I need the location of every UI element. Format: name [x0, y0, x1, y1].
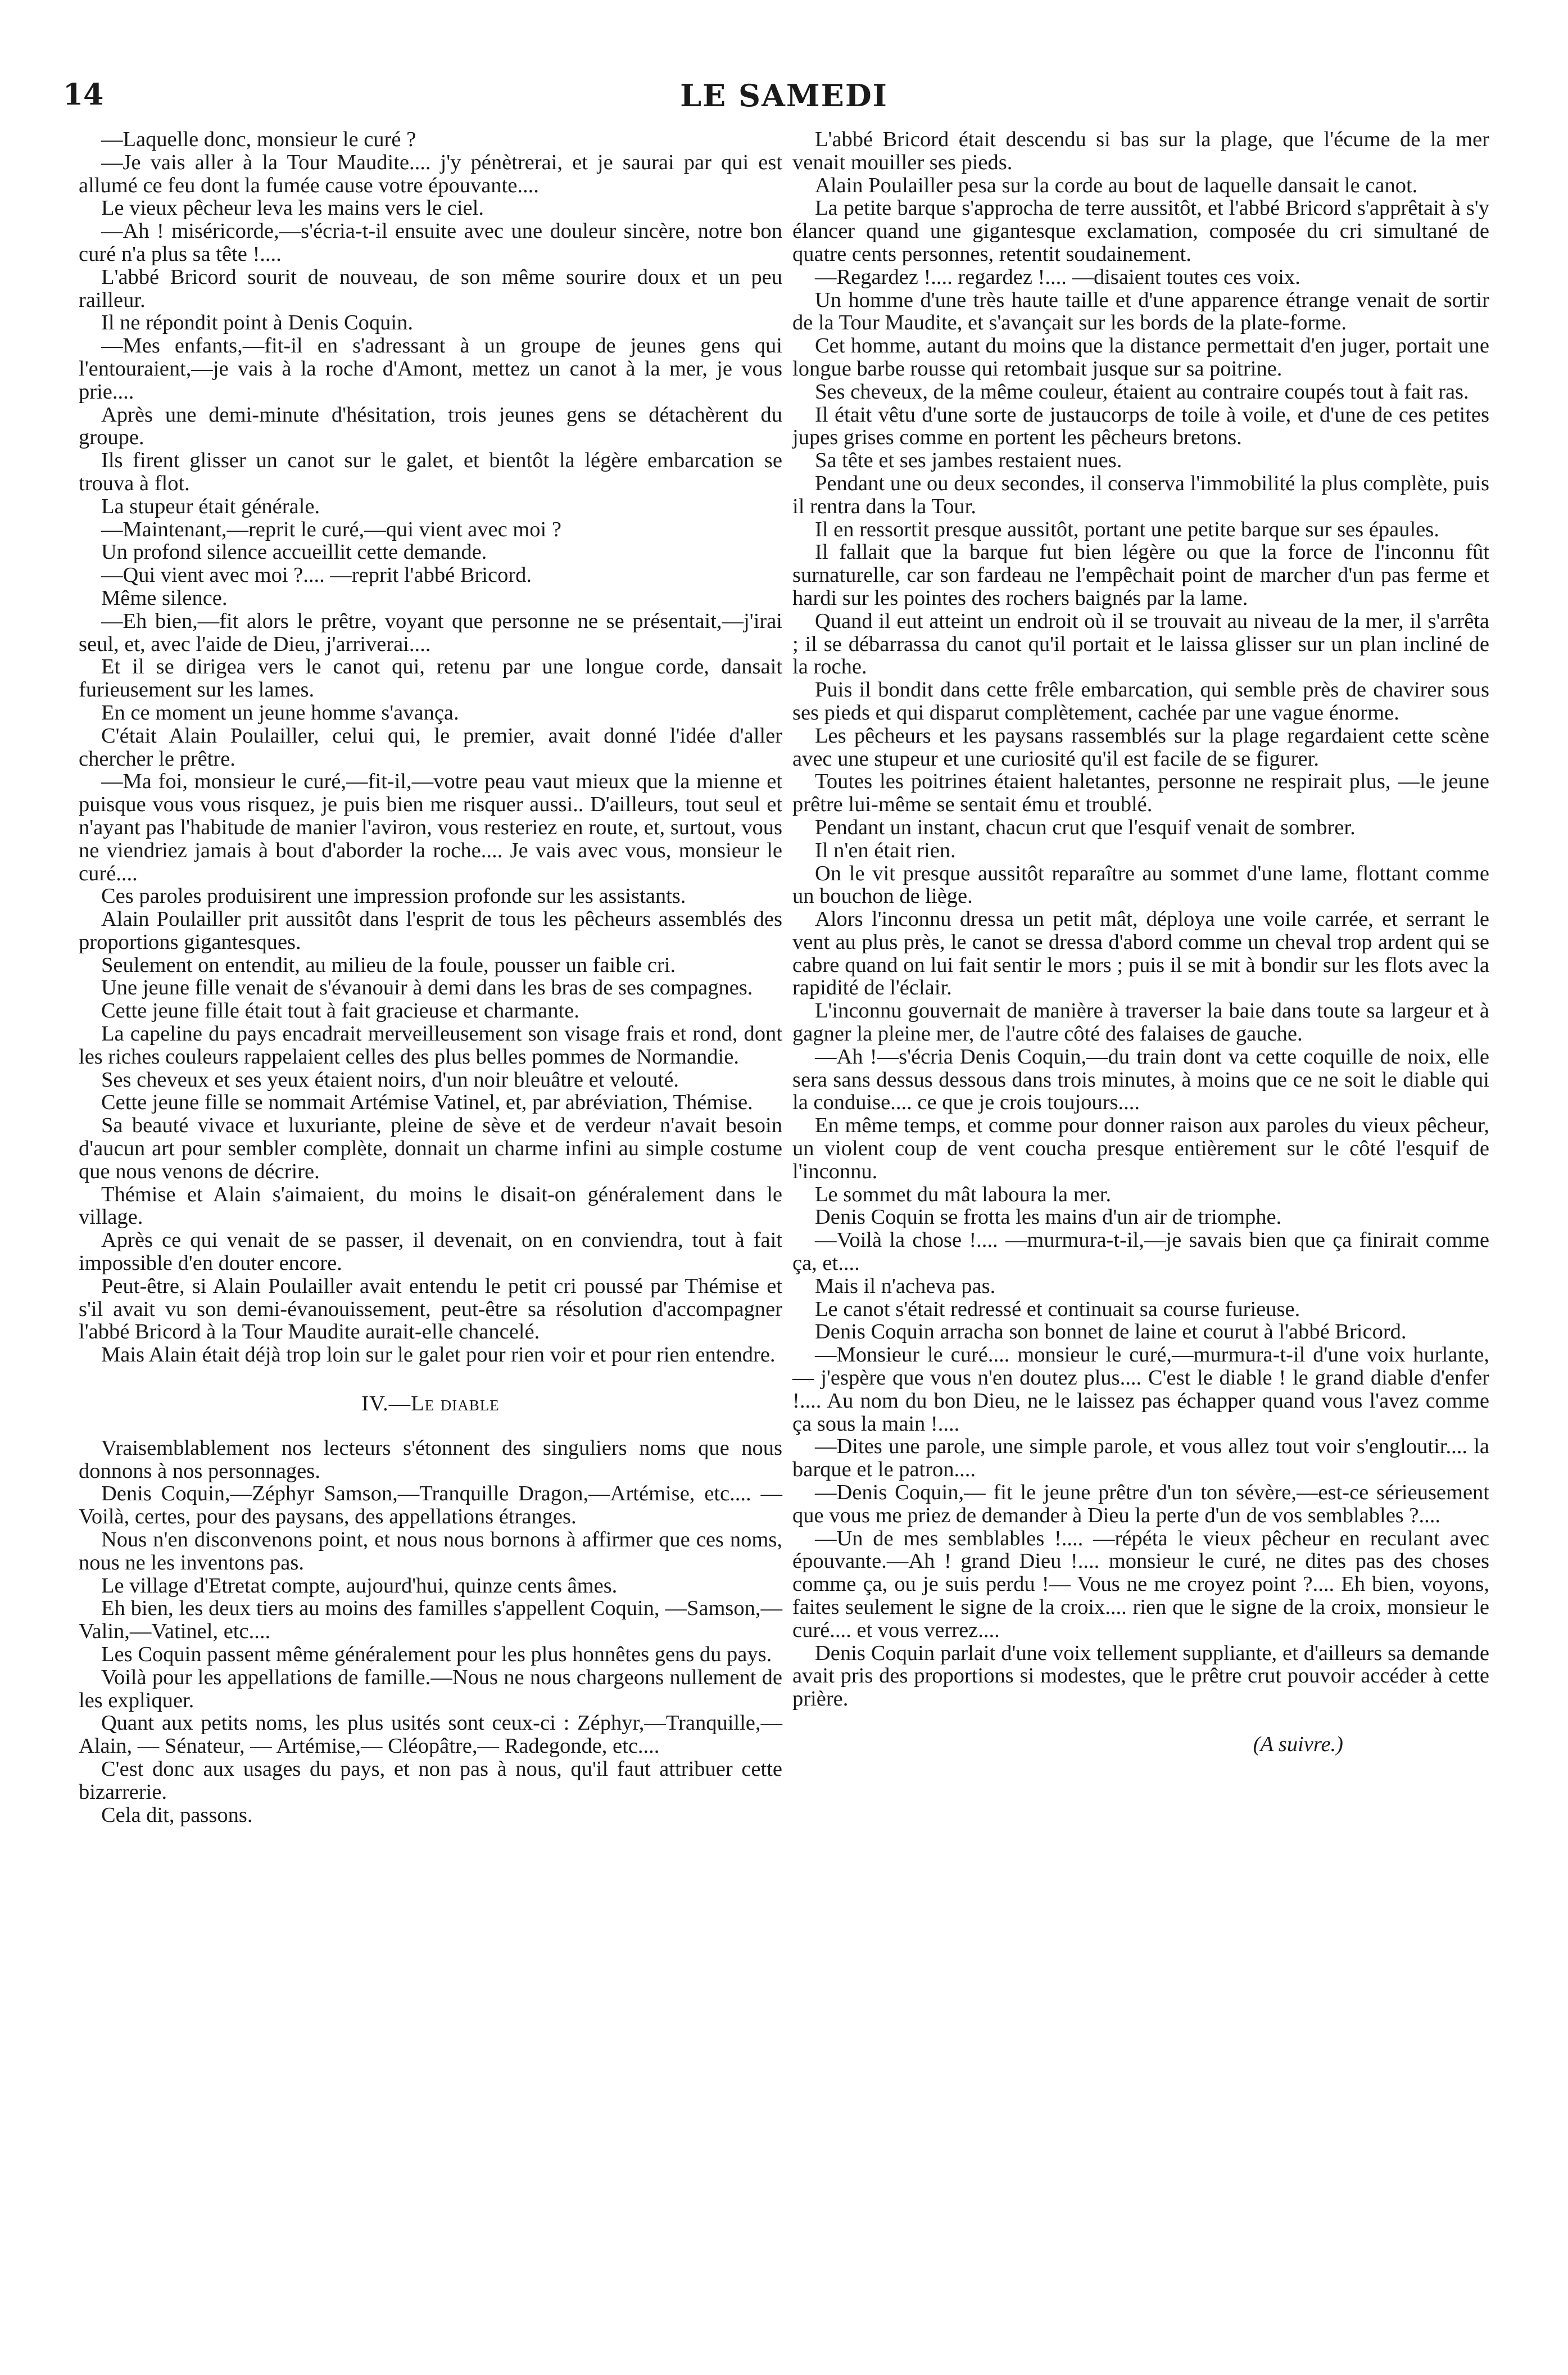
paragraph: La capeline du pays encadrait merveilleusement son visage frais et rond, dont les riches couleurs rappelaient celles des plus belles pommes de Normandie. — [79, 1022, 782, 1069]
paragraph: Sa tête et ses jambes restaient nues. — [815, 449, 1122, 473]
right-column — [792, 128, 1489, 1756]
left-paragraphs-after — [79, 1437, 782, 1827]
paragraph: Quand il eut atteint un endroit où il se trouvait au niveau de la mer, il s'arrêta ; il se débarrassa du canot qu'il portait et le laissa glisser sur un plan incliné de la roche. — [792, 609, 1489, 679]
paragraph: Puis il bondit dans cette frêle embarcation, qui semble près de chavirer sous ses pieds et qui disparut complètement, cachée par une vague énorme. — [792, 678, 1489, 725]
paragraph: Le village d'Etretat compte, aujourd'hui, quinze cents âmes. — [101, 1573, 618, 1598]
paragraph: L'abbé Bricord sourit de nouveau, de son même sourire doux et un peu railleur. — [79, 265, 782, 312]
paragraph: Alain Poulailler prit aussitôt dans l'esprit de tous les pêcheurs assemblés des proportions gigantesques. — [79, 907, 782, 954]
paragraph: Ils firent glisser un canot sur le galet, et bientôt la légère embarcation se trouva à flot. — [79, 449, 782, 495]
paragraph: Denis Coquin se frotta les mains d'un air de triomphe. — [815, 1205, 1282, 1229]
paragraph: —Eh bien,—fit alors le prêtre, voyant que personne ne se présentait,—j'irai seul, et, avec l'aide de Dieu, j'arriverai.... — [79, 609, 782, 656]
paragraph: —Monsieur le curé.... monsieur le curé,—murmura-t-il d'une voix hurlante,— j'espère que vous n'en doutez plus.... C'est le diable ! le grand diable d'enfer !.... Au nom du bon Dieu, ne le laissez pas échapper quand vous l'avez comme ça sous la main !.... — [792, 1343, 1489, 1436]
paragraph: Il était vêtu d'une sorte de justaucorps de toile à voile, et d'une de ces petites jupes grises comme en portent les pêcheurs bretons. — [792, 402, 1489, 450]
paragraph: Vraisemblablement nos lecteurs s'étonnent des singuliers noms que nous donnons à nos personnages. — [79, 1436, 782, 1483]
paragraph: Même silence. — [101, 586, 228, 610]
paragraph: Mais il n'acheva pas. — [815, 1274, 996, 1298]
paragraph: Thémise et Alain s'aimaient, du moins le disait-on généralement dans le village. — [79, 1182, 782, 1229]
paragraph: Denis Coquin arracha son bonnet de laine et courut à l'abbé Bricord. — [815, 1320, 1407, 1344]
paragraph: Denis Coquin,—Zéphyr Samson,—Tranquille Dragon,—Artémise, etc.... —Voilà, certes, pour des paysans, des appellations étranges. — [79, 1482, 782, 1529]
paragraph: La stupeur était générale. — [101, 494, 320, 518]
paragraph: On le vit presque aussitôt reparaître au sommet d'une lame, flottant comme un bouchon de liège. — [792, 861, 1489, 908]
section-heading — [79, 1392, 782, 1415]
to-be-continued: (A suivre.) — [1253, 1732, 1343, 1756]
paragraph: —Qui vient avec moi ?.... —reprit l'abbé Bricord. — [101, 563, 532, 587]
paragraph: —Ma foi, monsieur le curé,—fit-il,—votre peau vaut mieux que la mienne et puisque vous vous risquez, je puis bien me risquer aussi.. D'ailleurs, tout seul et n'ayant pas l'habitude de manier l'aviron, vous resteriez en route, et, surtout, vous ne viendriez jamais à bout d'aborder la roche.... Je vais avec vous, monsieur le curé.... — [79, 770, 782, 885]
paragraph: —Voilà la chose !.... —murmura-t-il,—je savais bien que ça finirait comme ça, et.... — [792, 1228, 1489, 1275]
paragraph: La petite barque s'approcha de terre aussitôt, et l'abbé Bricord s'apprêtait à s'y élancer quand une gigantesque exclamation, composée du cri simultané de quatre cents personnes, retentit soudainement. — [792, 196, 1489, 266]
paragraph: Et il se dirigea vers le canot qui, retenu par une longue corde, dansait furieusement sur les lames. — [79, 655, 782, 702]
paragraph: —Je vais aller à la Tour Maudite.... j'y pénètrerai, et je saurai par qui est allumé ce feu dont la fumée cause votre épouvante.... — [79, 150, 782, 197]
section-number: IV.— — [361, 1392, 411, 1416]
paragraph: Alain Poulailler pesa sur la corde au bout de laquelle dansait le canot. — [815, 173, 1418, 197]
paragraph: Ses cheveux, de la même couleur, étaient au contraire coupés tout à fait ras. — [815, 379, 1469, 404]
paragraph: Eh bien, les deux tiers au moins des familles s'appellent Coquin, —Samson,—Valin,—Vatinel, etc.... — [79, 1596, 782, 1644]
paragraph: Denis Coquin parlait d'une voix tellement suppliante, et d'ailleurs sa demande avait pris des proportions si modestes, que le prêtre crut pouvoir accéder à cette prière. — [792, 1641, 1489, 1711]
paragraph: Cet homme, autant du moins que la distance permettait d'en juger, portait une longue barbe rousse qui retombait jusque sur sa poitrine. — [792, 334, 1489, 381]
paragraph: En ce moment un jeune homme s'avança. — [101, 700, 459, 725]
paragraph: Toutes les poitrines étaient haletantes, personne ne respirait plus, —le jeune prêtre lui-même se sentait ému et troublé. — [792, 770, 1489, 817]
paragraph: Cette jeune fille était tout à fait gracieuse et charmante. — [101, 999, 579, 1023]
section-title: Le diable — [411, 1392, 500, 1416]
paragraph: —Dites une parole, une simple parole, et vous allez tout voir s'engloutir.... la barque et le patron.... — [792, 1435, 1489, 1482]
paragraph: Un homme d'une très haute taille et d'une apparence étrange venait de sortir de la Tour Maudite, et s'avançait sur les bords de la plate-forme. — [792, 288, 1489, 335]
paragraph: En même temps, et comme pour donner raison aux paroles du vieux pêcheur, un violent coup de vent coucha presque entièrement sur le côté l'esquif de l'inconnu. — [792, 1114, 1489, 1183]
paragraph: Pendant un instant, chacun crut que l'esquif venait de sombrer. — [815, 815, 1356, 839]
paragraph: Une jeune fille venait de s'évanouir à demi dans les bras de ses compagnes. — [101, 976, 753, 1000]
paragraph: L'inconnu gouvernait de manière à traverser la baie dans toute sa largeur et à gagner la pleine mer, de l'autre côté des falaises de gauche. — [792, 999, 1489, 1046]
paragraph: Il n'en était rien. — [815, 838, 956, 862]
paragraph: —Ah ! miséricorde,—s'écria-t-il ensuite avec une douleur sincère, notre bon curé n'a plus sa tête !.... — [79, 219, 782, 266]
paragraph: —Denis Coquin,— fit le jeune prêtre d'un ton sévère,—est-ce sérieusement que vous me priez de demander à Dieu la perte d'un de vos semblables ?.... — [792, 1481, 1489, 1527]
left-paragraphs-before — [79, 128, 782, 1367]
paragraph: —Laquelle donc, monsieur le curé ? — [101, 128, 416, 151]
paragraph: Après ce qui venait de se passer, il devenait, on en conviendra, tout à fait impossible d'en douter encore. — [79, 1228, 782, 1275]
paragraph: —Un de mes semblables !.... —répéta le vieux pêcheur en reculant avec épouvante.—Ah ! grand Dieu !.... monsieur le curé, ne dites pas des choses comme ça, ou je suis perdu !— Vous ne me croyez point ?.... Eh bien, voyons, faites seulement le signe de la croix.... rien que le signe de la croix, monsieur le curé.... et vous verrez.... — [792, 1526, 1489, 1642]
paragraph: Cette jeune fille se nommait Artémise Vatinel, et, par abréviation, Thémise. — [101, 1091, 753, 1115]
paragraph: Ces paroles produisirent une impression profonde sur les assistants. — [101, 884, 686, 908]
paragraph: Les Coquin passent même généralement pour les plus honnêtes gens du pays. — [101, 1643, 772, 1666]
paragraph: Sa beauté vivace et luxuriante, pleine de sève et de verdeur n'avait besoin d'aucun art pour sembler complète, donnait un charme infini au simple costume que nous venons de décrire. — [79, 1114, 782, 1183]
paragraph: Ses cheveux et ses yeux étaient noirs, d'un noir bleuâtre et velouté. — [101, 1067, 679, 1092]
paragraph: —Maintenant,—reprit le curé,—qui vient avec moi ? — [101, 517, 561, 541]
page-number: 14 — [63, 78, 104, 112]
right-paragraphs — [792, 128, 1489, 1711]
paragraph: Alors l'inconnu dressa un petit mât, déploya une voile carrée, et serrant le vent au plus près, le canot se dressa d'abord comme un cheval trop ardent qui se cabre quand on lui fait sentir le mors ; puis il se mit à bondir sur les flots avec la rapidité de l'éclair. — [792, 907, 1489, 1000]
paragraph: L'abbé Bricord était descendu si bas sur la plage, que l'écume de la mer venait mouiller ses pieds. — [792, 128, 1489, 174]
paragraph: Le canot s'était redressé et continuait sa course furieuse. — [815, 1297, 1300, 1321]
paragraph: C'est donc aux usages du pays, et non pas à nous, qu'il faut attribuer cette bizarrerie. — [79, 1757, 782, 1804]
paragraph: Il en ressortit presque aussitôt, portant une petite barque sur ses épaules. — [815, 517, 1439, 541]
paragraph: Il ne répondit point à Denis Coquin. — [101, 311, 413, 335]
paragraph: Pendant une ou deux secondes, il conserva l'immobilité la plus complète, puis il rentra dans la Tour. — [792, 471, 1489, 518]
paragraph: Les pêcheurs et les paysans rassemblés sur la plage regardaient cette scène avec une stupeur et une curiosité qu'il est facile de se figurer. — [792, 723, 1489, 771]
paragraph: —Ah !—s'écria Denis Coquin,—du train dont va cette coquille de noix, elle sera sans dessus dessous dans trois minutes, à moins que ce ne soit le diable qui la conduise.... ce que je crois toujours.... — [792, 1044, 1489, 1115]
running-title: LE SAMEDI — [680, 78, 888, 114]
paragraph: Il fallait que la barque fut bien légère ou que la force de l'inconnu fût surnaturelle, car son fardeau ne l'empêchait point de marcher d'un pas ferme et hardi sur les pointes des rochers baignés par la lame. — [792, 540, 1489, 610]
paragraph: —Regardez !.... regardez !.... —disaient toutes ces voix. — [815, 265, 1300, 289]
paragraph: Après une demi-minute d'hésitation, trois jeunes gens se détachèrent du groupe. — [79, 402, 782, 450]
paragraph: Mais Alain était déjà trop loin sur le galet pour rien voir et pour rien entendre. — [101, 1343, 776, 1367]
paragraph: Quant aux petits noms, les plus usités sont ceux-ci : Zéphyr,—Tranquille,— Alain, — Sénateur, — Artémise,— Cléopâtre,— Radegonde, etc.... — [79, 1711, 782, 1758]
paragraph: C'était Alain Poulailler, celui qui, le premier, avait donné l'idée d'aller chercher le prêtre. — [79, 723, 782, 771]
paragraph: Cela dit, passons. — [101, 1803, 253, 1827]
paragraph: Le sommet du mât laboura la mer. — [815, 1182, 1112, 1206]
paragraph: Peut-être, si Alain Poulailler avait entendu le petit cri poussé par Thémise et s'il avait vu son demi-évanouissement, peut-être sa résolution d'accompagner l'abbé Bricord à la Tour Maudite aurait-elle chancelé. — [79, 1274, 782, 1344]
page-header — [0, 78, 1568, 114]
paragraph: Voilà pour les appellations de famille.—Nous ne nous chargeons nullement de les expliquer. — [79, 1665, 782, 1712]
paragraph: Nous n'en disconvenons point, et nous nous bornons à affirmer que ces noms, nous ne les inventons pas. — [79, 1528, 782, 1575]
paragraph: —Mes enfants,—fit-il en s'adressant à un groupe de jeunes gens qui l'entouraient,—je vais à la roche d'Amont, mettez un canot à la mer, je vous prie.... — [79, 334, 782, 404]
paragraph: Un profond silence accueillit cette demande. — [101, 540, 487, 564]
paragraph: Le vieux pêcheur leva les mains vers le ciel. — [101, 196, 484, 220]
paragraph: Seulement on entendit, au milieu de la foule, pousser un faible cri. — [101, 953, 676, 977]
left-column — [79, 128, 782, 1826]
